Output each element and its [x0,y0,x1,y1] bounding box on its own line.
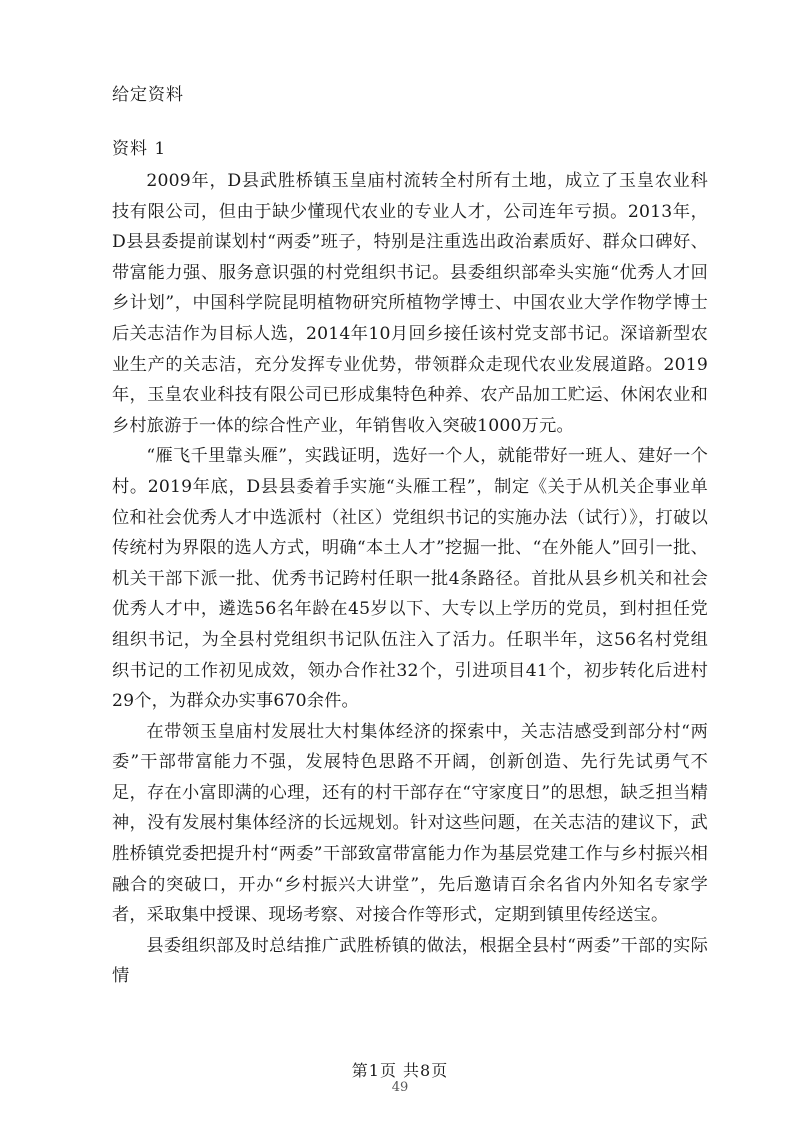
paragraph-3: 在带领玉皇庙村发展壮大村集体经济的探索中，关志洁感受到部分村“两委”干部带富能力不强，发展特色思路不开阔，创新创造、先行先试勇气不足，存在小富即满的心理，还有的村干部存在“守家度日”的思想，缺乏担当精神，没有发展村集体经济的长远规划。针对这些问题，在关志洁的建议下，武胜桥镇党委把提升村“两委”干部致富带富能力作为基层党建工作与乡村振兴相融合的突破口，开办“乡村振兴大讲堂”，先后邀请百余名省内外知名专家学者，采取集中授课、现场考察、对接合作等形式，定期到镇里传经送宝。 [112,721,708,926]
document-body [112,166,708,992]
paragraph-1: 2009年，D县武胜桥镇玉皇庙村流转全村所有土地，成立了玉皇农业科技有限公司，但由于缺少懂现代农业的专业人才，公司连年亏损。2013年，D县县委提前谋划村“两委”班子，特别是注重选出政治素质好、群众口碑好、带富能力强、服务意识强的村党组织书记。县委组织部牵头实施“优秀人才回乡计划”，中国科学院昆明植物研究所植物学博士、中国农业大学作物学博士后关志洁作为目标人选，2014年10月回乡接任该村党支部书记。深谙新型农业生产的关志洁，充分发挥专业优势，带领群众走现代农业发展道路。2019年，玉皇农业科技有限公司已形成集特色种养、农产品加工贮运、休闲农业和乡村旅游于一体的综合性产业，年销售收入突破1000万元。 [112,171,708,436]
paragraph-2: “雁飞千里靠头雁”，实践证明，选好一个人，就能带好一班人、建好一个村。2019年底，D县县委着手实施“头雁工程”，制定《关于从机关企事业单位和社会优秀人才中选派村（社区）党组织书记的实施办法（试行）》，打破以传统村为界限的选人方式，明确“本土人才”挖掘一批、“在外能人”回引一批、机关干部下派一批、优秀书记跨村任职一批4条路径。首批从县乡机关和社会优秀人才中，遴选56名年龄在45岁以下、大专以上学历的党员，到村担任党组织书记，为全县村党组织书记队伍注入了活力。任职半年，这56名村党组织书记的工作初见成效，领办合作社32个，引进项目41个，初步转化后进村29个，为群众办实事670余件。 [112,446,708,712]
paragraph-4: 县委组织部及时总结推广武胜桥镇的做法，根据全县村“两委”干部的实际情 [112,935,708,987]
page-indicator: 第1页 共8页 [351,1061,449,1080]
section-heading: 资料 1 [112,139,167,159]
page-title: 给定资料 [112,85,184,105]
page-number: 49 [391,1080,409,1095]
